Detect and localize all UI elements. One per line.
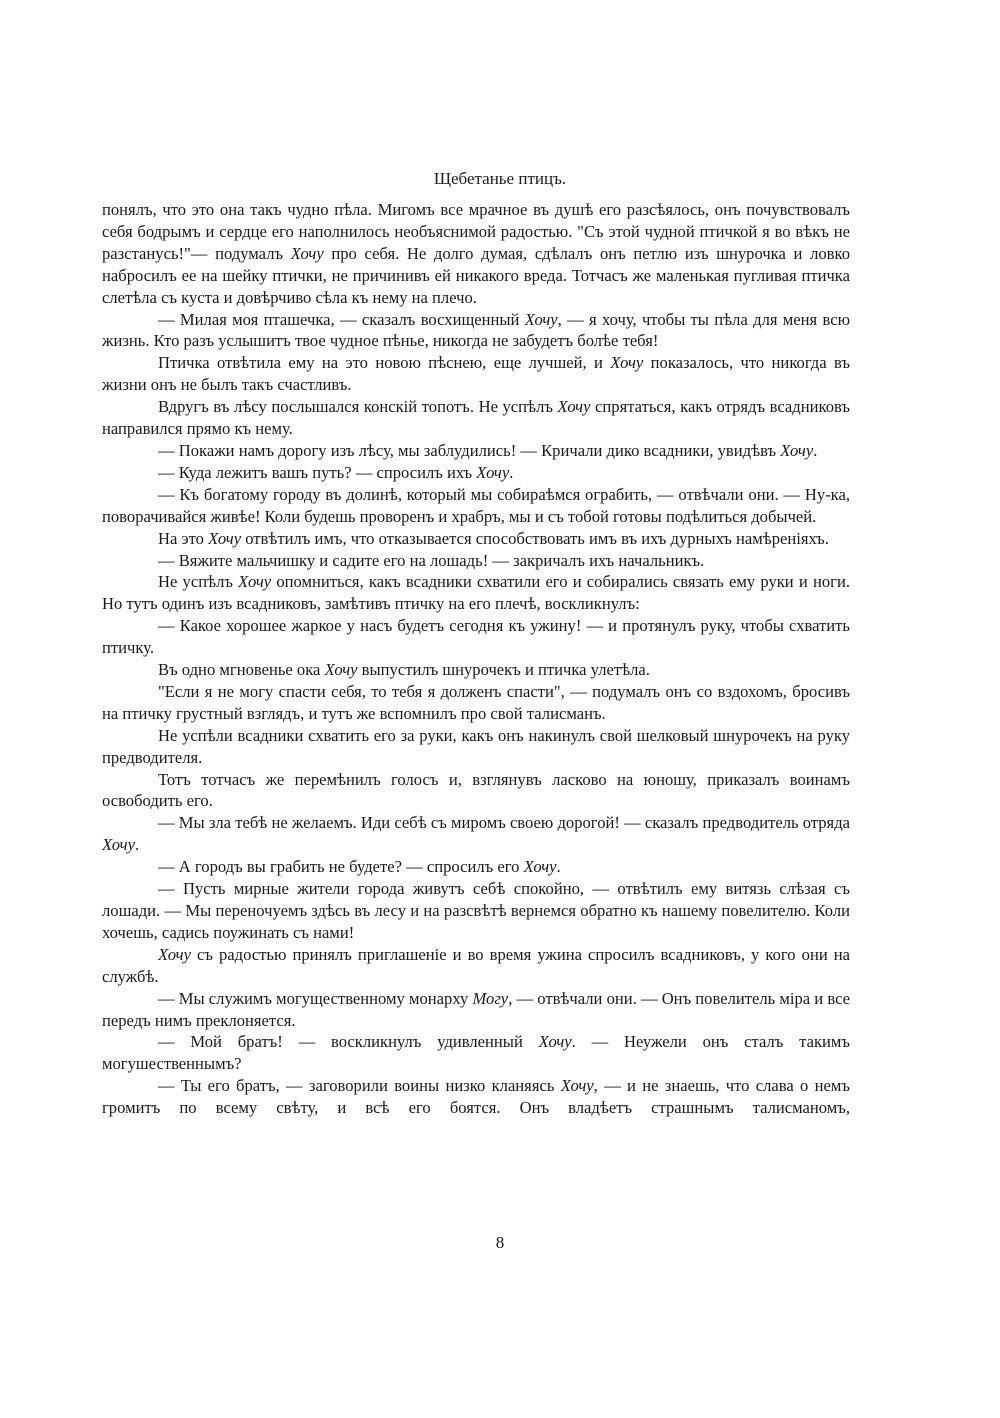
text-run: съ радостью принялъ приглашеніе и во время ужина спросилъ всадниковъ, у кого они на службѣ. [102,944,850,986]
text-run: — Мой братъ! — воскликнулъ удивленный [158,1032,539,1052]
italic-name: Хочу [238,572,272,592]
italic-name: Хочу [523,857,557,877]
paragraph [102,440,850,462]
italic-name: Хочу [102,835,135,855]
italic-name: Хочу [524,309,558,329]
paragraph [102,659,850,681]
paragraph [102,856,850,878]
paragraph [102,681,850,725]
paragraph [102,988,850,1032]
text-run: . [813,440,818,460]
paragraph [102,396,850,440]
text-run: — Куда лежитъ вашъ путь? — спросилъ ихъ [158,462,477,482]
text-run: . — Неужели онъ сталъ такимъ могушественнымъ? [102,1032,851,1074]
text-run: — Покажи намъ дорогу изъ лѣсу, мы заблудились! — Кричали дико всадники, увидѣвъ [158,440,781,460]
text-run: выпустилъ шнурочекъ и птичка улетѣла. [357,660,650,680]
italic-name: Хочу [557,397,591,417]
text-run: Птичка отвѣтила ему на это новою пѣснею, еще лучшей, и [158,353,611,373]
body-text [102,199,850,1119]
paragraph [102,812,850,856]
italic-name: Хочу [476,462,510,482]
italic-name: Хочу [290,243,324,263]
text-run: показалось, что никогда въ жизни онъ не былъ такъ счастливъ. [102,353,850,395]
paragraph [102,571,850,615]
italic-name: Хочу [158,944,191,964]
text-run: . [134,835,140,855]
paragraph [102,1075,850,1119]
paragraph [102,462,850,484]
text-run: Тотъ тотчасъ же перемѣнилъ голосъ и, взглянувъ ласково на юношу, приказалъ воинамъ освободить его. [102,769,850,811]
text-run: про себя. Не долго думая, сдѣлалъ онъ петлю изъ шнурочка и ловко набросилъ ее на шейку птички, не причинивъ ей никакого вреда. Тотчасъ же маленькая пугливая птичка слетѣла съ куста и довѣрчиво сѣла къ нему на плечо. [102,243,851,307]
italic-name: Хочу [610,353,644,373]
paragraph [102,725,850,769]
text-run: — Ты его братъ, — заговорили воины низко кланяясь [158,1076,561,1096]
text-run: — Вяжите мальчишку и садите его на лошадь! — закричалъ ихъ начальникъ. [158,550,705,570]
text-run: — Мы зла тебѣ не желаемъ. Иди себѣ съ миромъ своею дорогой! — сказалъ предводитель отряда [158,813,850,833]
text-run: Не успѣлъ [158,572,239,592]
paragraph [102,615,850,659]
text-run: понялъ, что это она такъ чудно пѣла. Мигомъ все мрачное въ душѣ его разсѣялось, онъ почувствовалъ себя бодрымъ и сердце его наполнилось необъяснимой радостью. "Съ этой чудной птичкой я во вѣкъ не разстанусь!"— подумалъ [102,200,850,263]
page-number: 8 [495,1233,505,1252]
paragraph [102,352,850,396]
text-run: , — отвѣчали они. — Онъ повелитель міра и все передъ нимъ преклоняется. [102,988,851,1030]
paragraph [102,528,850,550]
italic-name: Хочу [560,1076,594,1096]
italic-name: Хочу [780,440,814,460]
paragraph [102,550,850,572]
text-run: "Если я не могу спасти себя, то тебя я долженъ спасти", — подумалъ онъ со вздохомъ, бросивъ на птичку грустный взглядъ, и тутъ же вспомнилъ про свой талисманъ. [102,681,850,723]
running-title: Щебетанье птицъ. [433,169,567,188]
text-run: , — и не знаешь, что слава о немъ громитъ по всему свѣту, и всѣ его боятся. Онъ владѣетъ страшнымъ талисманомъ, [102,1076,850,1118]
paragraph [102,878,850,944]
italic-name: Хочу [324,660,358,680]
text-run: отвѣтилъ имъ, что отказывается способствовать имъ въ ихъ дурныхъ намѣреніяхъ. [241,528,829,548]
text-run: спрятаться, какъ отрядъ всадниковъ направился прямо къ нему. [102,397,851,439]
paragraph [102,1031,850,1075]
text-run: — А городъ вы грабить не будете? — спросилъ его [158,857,524,877]
italic-name: Хочу [208,528,242,548]
text-run: , — я хочу, чтобы ты пѣла для меня всю жизнь. Кто разъ услышитъ твое чудное пѣнье, никогда не забудетъ болѣе тебя! [102,309,850,351]
text-run: . [509,462,514,482]
paragraph [102,944,850,988]
text-run: опомниться, какъ всадники схватили его и собирались связать ему руки и ноги. Но тутъ одинъ изъ всадниковъ, замѣтивъ птичку на его плечѣ, воскликнулъ: [102,572,850,614]
paragraph [102,769,850,813]
text-run: — Милая моя пташечка, — сказалъ восхищенный [158,309,525,329]
text-run: — Мы служимъ могущественному монарху [158,988,473,1008]
text-run: На это [158,528,209,548]
text-run: . [556,857,561,877]
paragraph [102,309,850,353]
italic-name: Могу [472,988,509,1008]
italic-name: Хочу [538,1032,572,1052]
text-run: — Пусть мирные жители города живутъ себѣ спокойно, — отвѣтилъ ему витязь слѣзая съ лошади. — Мы переночуемъ здѣсь въ лесу и на разсвѣтѣ вернемся обратно къ нашему повелителю. Коли хочешь, садись поужинать съ нами! [102,879,850,942]
paragraph [102,484,850,528]
text-run: Вдругъ въ лѣсу послышался конскій топотъ. Не успѣлъ [158,397,558,417]
text-run: Не успѣли всадники схватить его за руки, какъ онъ накинулъ свой шелковый шнурочекъ на руку предводителя. [102,725,850,767]
text-run: — Какое хорошее жаркое у насъ будетъ сегодня къ ужину! — и протянулъ руку, чтобы схватить птичку. [102,616,850,658]
text-run: — Къ богатому городу въ долинѣ, который мы собираѣмся ограбить, — отвѣчали они. — Ну-ка, поворачивайся живѣе! Коли будешь проворенъ и храбръ, мы и съ тобой готовы подѣлиться добычей. [102,484,850,526]
text-run: Въ одно мгновенье ока [158,660,325,680]
paragraph [102,199,850,309]
